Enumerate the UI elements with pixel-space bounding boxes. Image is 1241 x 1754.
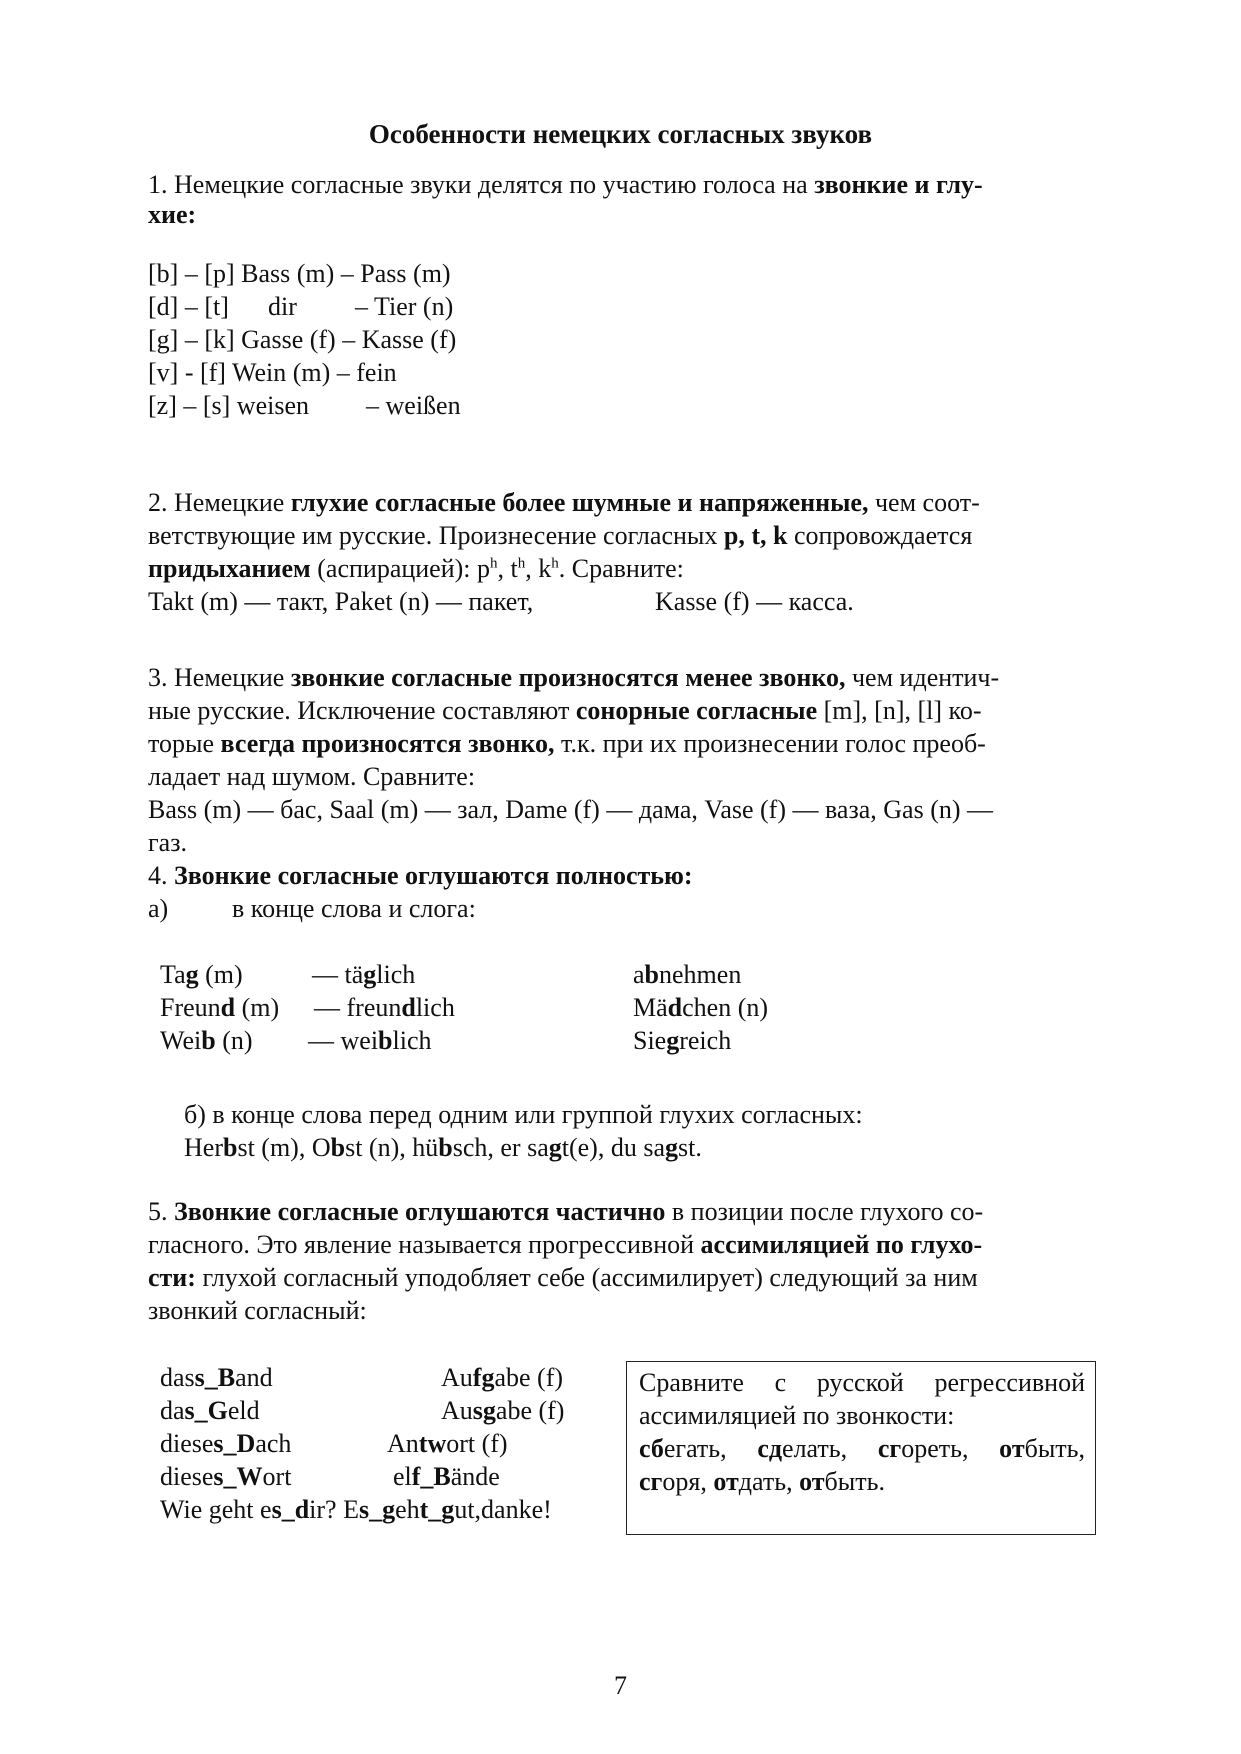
pair-row: [b] – [p] Bass (m) – Pass (m)	[148, 259, 451, 288]
example-word: — weiblich	[308, 1026, 432, 1055]
example-word: Antwort (f)	[387, 1429, 508, 1458]
page-title: Особенности немецких согласных звуков	[368, 119, 873, 149]
section2-line2: ветствующие им русские. Произнесение согласных p, t, k сопровождается	[148, 521, 973, 550]
section2-line1: 2. Немецкие глухие согласные более шумные и напряженные, чем соот-	[148, 488, 980, 517]
section5-line2: гласного. Это явление называется прогрессивной ассимиляцией по глухо-	[148, 1230, 983, 1259]
example-word: — freundlich	[314, 993, 455, 1022]
section3-line2: ные русские. Исключение составляют сонорные согласные [m], [n], [l] ко-	[148, 696, 982, 725]
example-sentence: Wie geht es_dir? Es_geht_gut,danke!	[160, 1495, 552, 1524]
section4-heading: 4. Звонкие согласные оглушаются полностью:	[148, 861, 693, 890]
section4-b-example: Herbst (m), Obst (n), hübsch, er sagt(e), du sagst.	[184, 1133, 702, 1162]
section3-line4: ладает над шумом. Сравните:	[148, 762, 476, 791]
example-word: Tag (m)	[160, 960, 243, 989]
pair-row: [v] - [f] Wein (m) – fein	[148, 358, 397, 387]
section4-a-text: в конце слова и слога:	[232, 894, 476, 923]
section2-line3: придыханием (аспирацией): $p^h$, $t^h$, $k^h$. Сравните:	[148, 554, 684, 583]
example-word: Weib (n)	[160, 1026, 253, 1055]
example-word: dieses_Dach	[160, 1429, 292, 1458]
example-word: Ausgabe (f)	[441, 1396, 565, 1425]
box-line2: ассимиляцией по звонкости:	[639, 1401, 955, 1430]
box-line4: сгоря, отдать, отбыть.	[639, 1467, 885, 1496]
section5-line1: 5. Звонкие согласные оглушаются частично в позиции после глухого со-	[148, 1197, 984, 1226]
example-word: elf_Bände	[393, 1462, 500, 1491]
section4-b-text: б) в конце слова перед одним или группой глухих согласных:	[184, 1100, 863, 1129]
pair-row: [z] – [s] weisen	[148, 391, 309, 420]
section2-example: Takt (m) — такт, Paket (n) — пакет,	[148, 587, 534, 616]
example-word: Mädchen (n)	[633, 993, 769, 1022]
section1-line1: 1. Немецкие согласные звуки делятся по участию голоса на звонкие и глу-	[148, 170, 983, 199]
example-word: dieses_Wort	[160, 1462, 292, 1491]
section2-example: Kasse (f) — касса.	[655, 587, 854, 616]
box-line1: Сравните с русской регрессивной	[639, 1368, 1085, 1397]
example-word: dass_Band	[160, 1363, 273, 1392]
section5-line3: сти: глухой согласный уподобляет себе (ассимилирует) следующий за ним	[148, 1263, 978, 1292]
section4-a-label: а)	[148, 894, 169, 923]
example-word: abnehmen	[633, 960, 742, 989]
section5-line4: звонкий согласный:	[148, 1296, 367, 1325]
example-word: — täglich	[312, 960, 416, 989]
example-word: Siegreich	[633, 1026, 732, 1055]
pair-word: – weißen	[366, 391, 461, 420]
box-line3: сбегать, сделать, сгореть, отбыть,	[639, 1434, 1086, 1463]
pair-word: dir	[268, 292, 297, 321]
pair-word: – Tier (n)	[355, 292, 454, 321]
section3-line5: Bass (m) — бас, Saal (m) — зал, Dame (f) — дама, Vase (f) — ваза, Gas (n) —	[148, 795, 994, 824]
example-word: das_Geld	[160, 1396, 260, 1425]
example-word: Freund (m)	[160, 993, 280, 1022]
pair-row: [d] – [t]	[148, 292, 229, 321]
section3-line6: газ.	[148, 828, 187, 857]
section1-line2: хие:	[148, 200, 197, 229]
page-number: 7	[614, 1671, 627, 1700]
section3-line3: торые всегда произносятся звонко, т.к. при их произнесении голос преоб-	[148, 729, 986, 758]
pair-row: [g] – [k] Gasse (f) – Kasse (f)	[148, 325, 457, 354]
example-word: Aufgabe (f)	[441, 1363, 564, 1392]
comparison-box	[626, 1361, 1096, 1535]
section3-line1: 3. Немецкие звонкие согласные произносятся менее звонко, чем идентич-	[148, 663, 1000, 692]
